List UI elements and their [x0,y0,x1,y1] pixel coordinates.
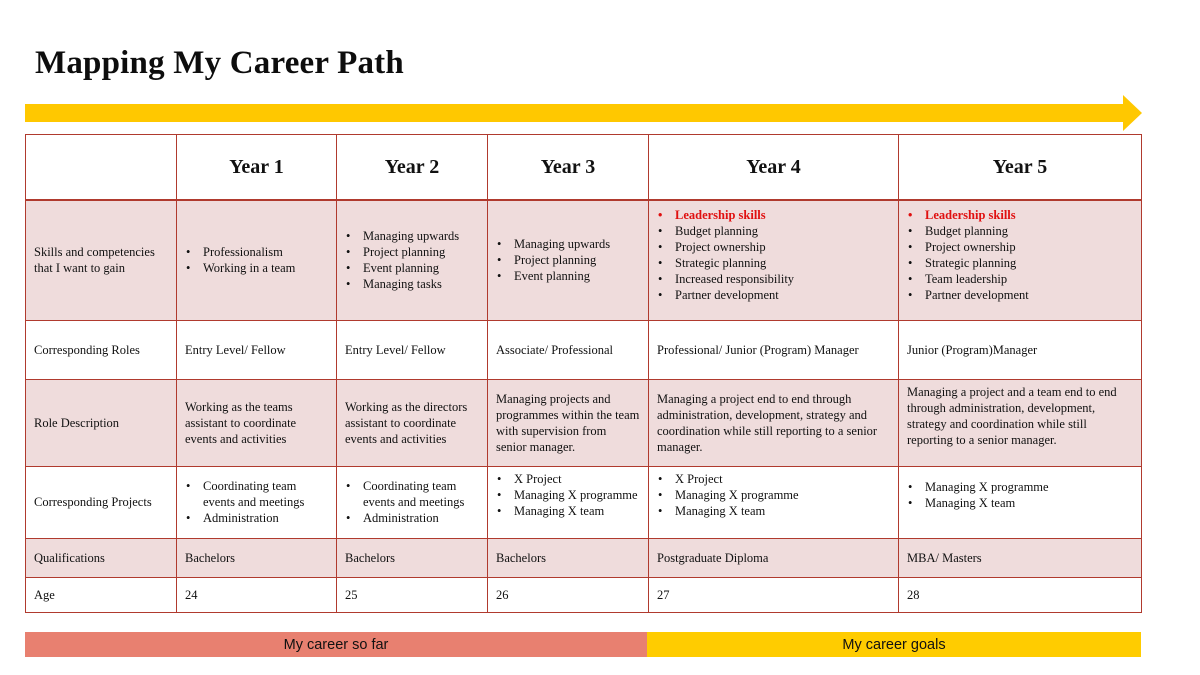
list-item: • Project ownership [675,239,890,255]
header-corner [26,135,177,201]
list-item: • Partner development [675,287,890,303]
list-item: • Managing tasks [363,276,479,292]
projects-list [496,471,640,519]
list-item: • Working in a team [203,260,328,276]
roles-year-5: Junior (Program)Manager [899,320,1142,379]
skills-list [345,228,479,292]
description-year-5: Managing a project and a team end to end through administration, development, strategy and coordination while still reporting to a senior manager. [899,379,1142,466]
row-label-qualifications: Qualifications [26,538,177,577]
skills-year-4 [649,200,899,320]
age-year-4: 27 [649,577,899,612]
row-label-skills: Skills and competencies that I want to gain [26,200,177,320]
list-item: • Budget planning [925,223,1133,239]
career-goals-label: My career goals [842,636,946,653]
age-year-5: 28 [899,577,1142,612]
header-year-3: Year 3 [488,135,649,201]
list-item: • Leadership skills [675,207,890,223]
list-item: • Professionalism [203,244,328,260]
row-label-projects: Corresponding Projects [26,466,177,538]
career-path-table [25,134,1142,613]
row-label-roles: Corresponding Roles [26,320,177,379]
row-age [26,577,1142,612]
arrow-shaft [25,104,1124,122]
roles-year-1: Entry Level/ Fellow [177,320,337,379]
row-skills [26,200,1142,320]
list-item: • Increased responsibility [675,271,890,287]
list-item: • Coordinating team events and meetings [203,478,328,510]
list-item: • Strategic planning [675,255,890,271]
projects-year-4 [649,466,899,538]
list-item: • Event planning [514,268,640,284]
row-label-age: Age [26,577,177,612]
list-item: • Partner development [925,287,1133,303]
projects-list [185,478,328,526]
skills-list [496,236,640,284]
list-item: • Managing X programme [514,487,640,503]
list-item: • Coordinating team events and meetings [363,478,479,510]
list-item: • Managing X team [925,495,1133,511]
list-item: • Project ownership [925,239,1133,255]
qualifications-year-1: Bachelors [177,538,337,577]
row-roles [26,320,1142,379]
table-header-row [26,135,1142,201]
skills-list [907,207,1133,303]
career-goals-bar [647,632,1141,657]
row-qualifications [26,538,1142,577]
list-item: • Managing upwards [363,228,479,244]
projects-year-1 [177,466,337,538]
projects-year-3 [488,466,649,538]
row-projects [26,466,1142,538]
list-item: • Managing X team [675,503,890,519]
row-description [26,379,1142,466]
header-year-2: Year 2 [337,135,488,201]
list-item: • X Project [675,471,890,487]
header-year-4: Year 4 [649,135,899,201]
list-item: • Event planning [363,260,479,276]
age-year-2: 25 [337,577,488,612]
qualifications-year-3: Bachelors [488,538,649,577]
list-item: • Team leadership [925,271,1133,287]
list-item: • Strategic planning [925,255,1133,271]
arrow-right-icon [1123,95,1142,131]
age-year-3: 26 [488,577,649,612]
roles-year-2: Entry Level/ Fellow [337,320,488,379]
career-so-far-bar [25,632,647,657]
description-year-4: Managing a project end to end through administration, development, strategy and coordination while still reporting to a senior manager. [649,379,899,466]
list-item: • Project planning [363,244,479,260]
projects-list [907,479,1133,511]
description-year-3: Managing projects and programmes within the team with supervision from senior manager. [488,379,649,466]
list-item: • Managing upwards [514,236,640,252]
skills-year-1 [177,200,337,320]
list-item: • X Project [514,471,640,487]
skills-list [185,244,328,276]
row-label-description: Role Description [26,379,177,466]
list-item: • Project planning [514,252,640,268]
skills-year-5 [899,200,1142,320]
projects-year-2 [337,466,488,538]
list-item: • Administration [363,510,479,526]
qualifications-year-4: Postgraduate Diploma [649,538,899,577]
list-item: • Managing X team [514,503,640,519]
header-year-5: Year 5 [899,135,1142,201]
qualifications-year-2: Bachelors [337,538,488,577]
description-year-2: Working as the directors assistant to coordinate events and activities [337,379,488,466]
roles-year-4: Professional/ Junior (Program) Manager [649,320,899,379]
projects-list [657,471,890,519]
timeline-arrow [25,95,1143,133]
list-item: • Managing X programme [675,487,890,503]
projects-list [345,478,479,526]
qualifications-year-5: MBA/ Masters [899,538,1142,577]
projects-year-5 [899,466,1142,538]
page-title: Mapping My Career Path [35,45,404,81]
list-item: • Administration [203,510,328,526]
skills-list [657,207,890,303]
skills-year-3 [488,200,649,320]
list-item: • Leadership skills [925,207,1133,223]
description-year-1: Working as the teams assistant to coordinate events and activities [177,379,337,466]
list-item: • Managing X programme [925,479,1133,495]
skills-year-2 [337,200,488,320]
list-item: • Budget planning [675,223,890,239]
career-so-far-label: My career so far [283,636,389,653]
header-year-1: Year 1 [177,135,337,201]
roles-year-3: Associate/ Professional [488,320,649,379]
age-year-1: 24 [177,577,337,612]
